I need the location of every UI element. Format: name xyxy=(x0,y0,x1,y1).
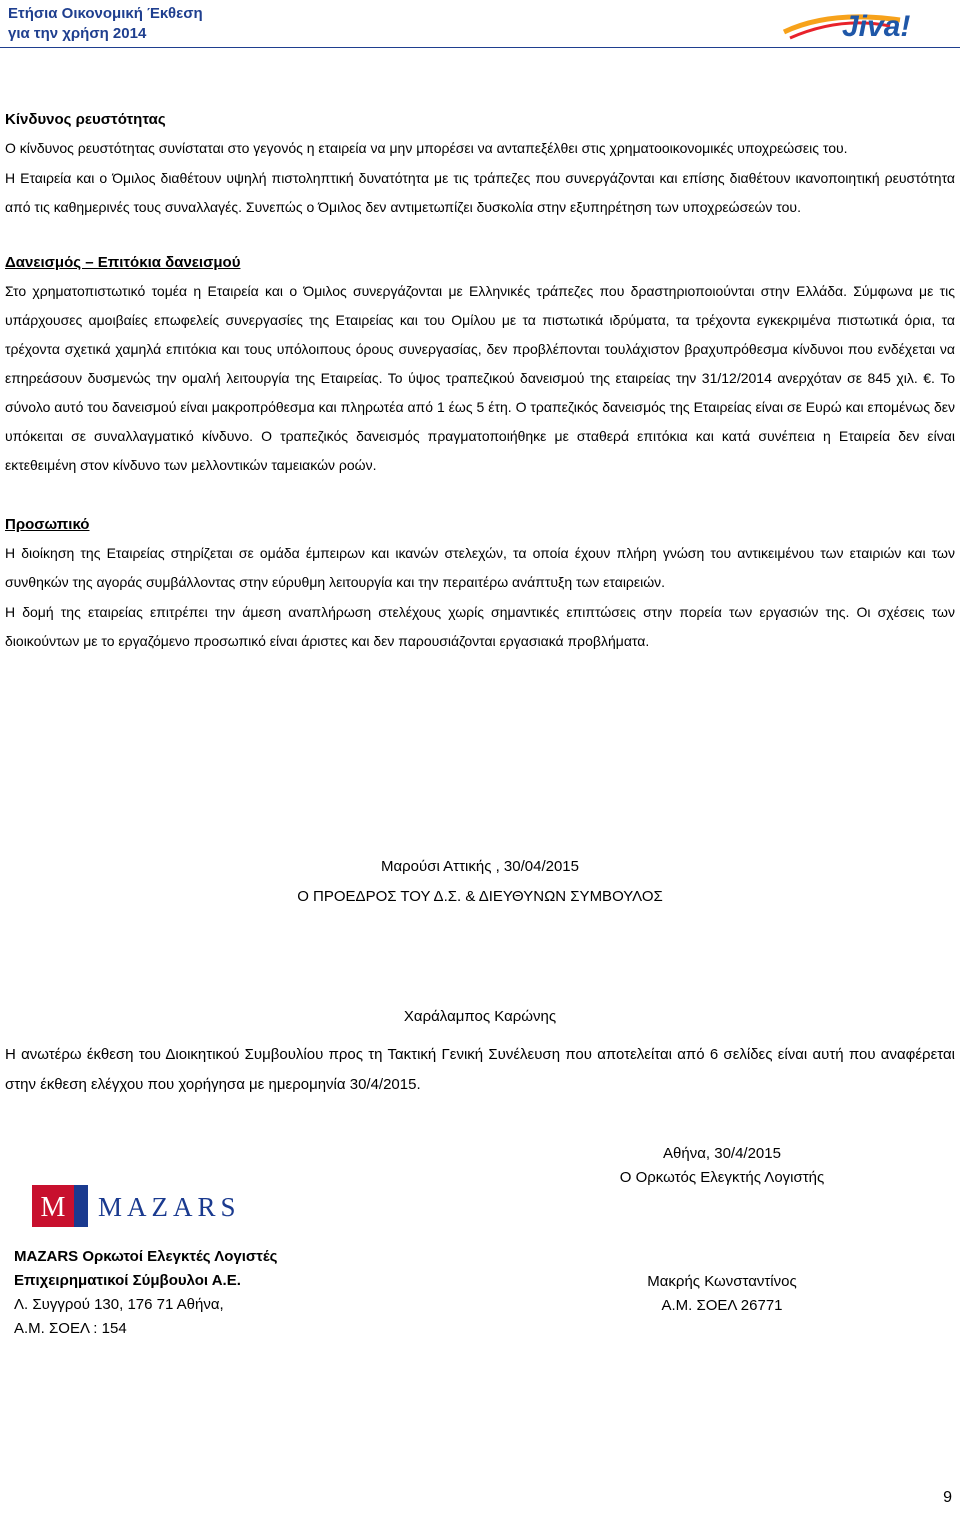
firm-name-line2: Επιχειρηματικοί Σύμβουλοι Α.Ε. xyxy=(14,1272,241,1289)
borrowing-paragraph: Στο χρηματοπιστωτικό τομέα η Εταιρεία και ο Όμιλος συνεργάζονται με Ελληνικές τράπεζες που δραστηριοποιούνται στην Ελλάδα. Σύμφωνα με τις υπάρχουσες αμοιβαίες επωφελείς συνεργασίες της Εταιρείας και του Ομίλου με τα πιστωτικά ιδρύματα, τα τρέχοντα εγκεκριμένα πιστωτικά όρια, τα τρέχοντα σχετικά χαμηλά επιτόκια και τους υπόλοιπους όρους συνεργασίας, δεν προβλέπονται τουλάχιστον βραχυπρόθεσμα κίνδυνοι που ενδέχεται να επηρεάσουν δυσμενώς την ομαλή λειτουργία της Εταιρείας. Το ύψος τραπεζικού δανεισμού της εταιρείας την 31/12/2014 ανερχόταν σε 845 χιλ. €. Το σύνολο αυτό του δανεισμού είναι μακροπρόθεσμα και πληρωτέα από 1 έως 5 έτη. Ο τραπεζικός δανεισμός της Εταιρείας είναι σε Ευρώ και επομένως δεν υπόκειται σε συναλλαγματικό κίνδυνο. Ο τραπεζικός δανεισμός πραγματοποιήθηκε με σταθερά επιτόκια και κατά συνέπεια η Εταιρεία δεν είναι εκτεθειμένη στον κίνδυνο των μελλοντικών ταμειακών ροών. xyxy=(5,282,955,473)
liquidity-paragraph-2: Η Εταιρεία και ο Όμιλος διαθέτουν υψηλή πιστοληπτική δυνατότητα με τις τράπεζες που συνεργάζονται και επίσης διαθέτουν ικανοποιητική ρευστότητα από τις καθημερινές τους συναλλαγές. Συνεπώς ο Όμιλος δεν αντιμετωπίζει δυσκολία στην εξυπηρέτηση των υποχρεώσεών του. xyxy=(5,169,955,215)
firm-name-line1: MAZARS Ορκωτοί Ελεγκτές Λογιστές xyxy=(14,1248,278,1265)
signature-name: Χαράλαμπος Καρώνης xyxy=(403,1008,557,1025)
closing-statement: Η ανωτέρω έκθεση του Διοικητικού Συμβουλίου προς τη Τακτική Γενική Συνέλευση που αποτελείται από 6 σελίδες είναι αυτή που αναφέρεται στην έκθεση ελέγχου που χορήγησα με ημερομηνία 30/4/2015. xyxy=(5,1046,955,1093)
header-divider xyxy=(0,47,960,48)
personnel-heading: Προσωπικό xyxy=(5,515,90,533)
signature-place-date: Μαρούσι Αττικής , 30/04/2015 xyxy=(380,858,579,875)
report-title-line2: για την χρήση 2014 xyxy=(8,25,147,42)
auditor-reg-no: Α.Μ. ΣΟΕΛ 26771 xyxy=(661,1297,783,1314)
auditor-signature xyxy=(572,1270,872,1318)
firm-address: Λ. Συγγρού 130, 176 71 Αθήνα, xyxy=(14,1296,224,1313)
personnel-paragraph-1: Η διοίκηση της Εταιρείας στηρίζεται σε ομάδα έμπειρων και ικανών στελεχών, τα οποία έχουν πλήρη γνώση του αντικειμένου των εταιριών και των συνθηκών της αγοράς συμβάλλοντας στην εύρυθμη λειτουργία και την περαιτέρω ανάπτυξη των εταιρειών. xyxy=(5,544,955,590)
jiva-logo-text: Jiva! xyxy=(842,10,911,43)
signature-role: Ο ΠΡΟΕΔΡΟΣ ΤΟΥ Δ.Σ. & ΔΙΕΥΘΥΝΩΝ ΣΥΜΒΟΥΛΟΣ xyxy=(297,888,663,905)
svg-text:M: M xyxy=(40,1192,66,1223)
auditor-title: Ο Ορκωτός Ελεγκτής Λογιστής xyxy=(619,1169,825,1186)
mazars-logo xyxy=(32,1185,292,1227)
jiva-logo xyxy=(780,2,945,44)
auditor-block xyxy=(572,1142,872,1190)
borrowing-heading: Δανεισμός – Επιτόκια δανεισμού xyxy=(5,253,241,271)
auditor-place-date: Αθήνα, 30/4/2015 xyxy=(663,1145,781,1162)
personnel-paragraph-2: Η δομή της εταιρείας επιτρέπει την άμεση αναπλήρωση στελέχους χωρίς σημαντικές επιπτώσεις στην πορεία των εργασιών της. Οι σχέσεις των διοικούντων με το εργαζόμενο προσωπικό είναι άριστες και δεν παρουσιάζονται εργασιακά προβλήματα. xyxy=(5,603,955,649)
mazars-logo-text: MAZARS xyxy=(98,1192,241,1222)
report-title-line1: Ετήσια Οικονομική Έκθεση xyxy=(8,5,203,22)
report-body xyxy=(5,105,955,657)
firm-block xyxy=(14,1245,414,1341)
report-header-title xyxy=(8,4,308,44)
liquidity-paragraph-1: Ο κίνδυνος ρευστότητας συνίσταται στο γεγονός η εταιρεία να μην μπορέσει να ανταπεξέλθει στις χρηματοοικονομικές υποχρεώσεις του. xyxy=(5,140,848,156)
page-number: 9 xyxy=(943,1489,952,1506)
firm-reg-no: Α.Μ. ΣΟΕΛ : 154 xyxy=(14,1320,127,1337)
auditor-name: Μακρής Κωνσταντίνος xyxy=(647,1273,797,1290)
liquidity-heading: Κίνδυνος ρευστότητας xyxy=(5,111,166,128)
